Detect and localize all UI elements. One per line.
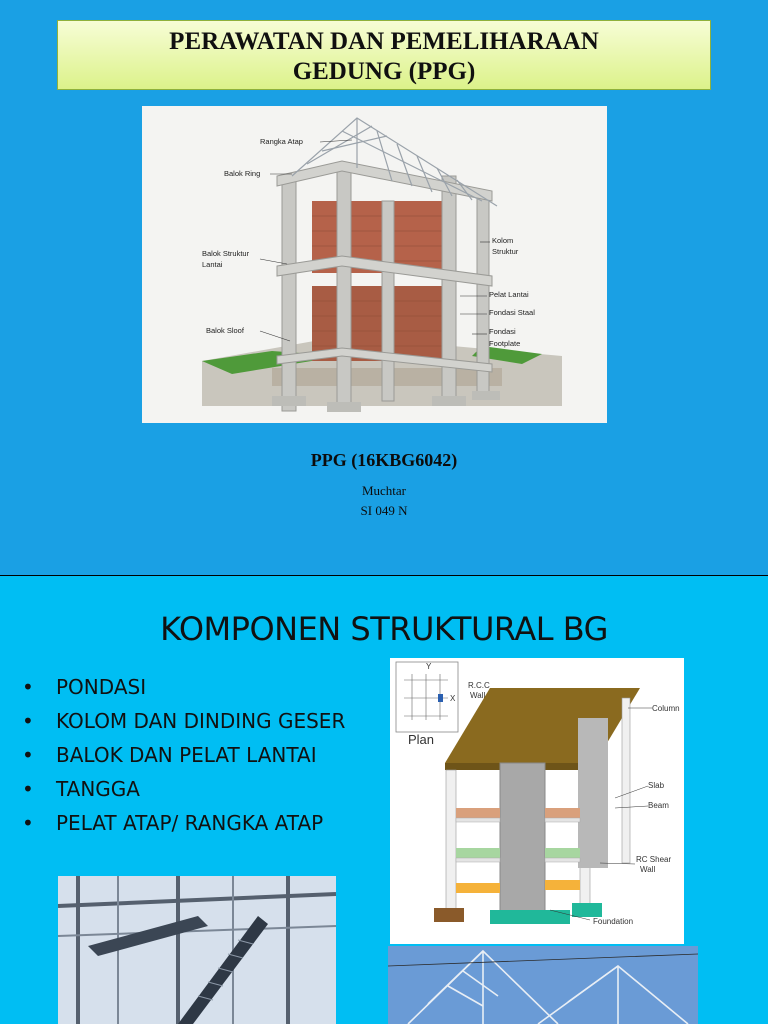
slide-components [0, 576, 768, 1024]
list-item [22, 738, 345, 772]
list-item-text: TANGGA [56, 777, 140, 801]
course-code: PPG (16KBG6042) [310, 450, 458, 470]
label-rcc-2: Wall [470, 691, 486, 700]
steel-stair-photo [58, 876, 336, 1024]
title-line-1: PERAWATAN DAN PEMELIHARAAN [169, 28, 599, 55]
plan-axis-x: X [450, 694, 456, 703]
label-shear-wall-2: Wall [640, 865, 656, 874]
roof-truss-photo [388, 946, 698, 1024]
bullet-icon: • [22, 675, 34, 699]
slide-title-banner [57, 20, 711, 90]
component-list [22, 670, 345, 840]
label-balok-struktur-1: Balok Struktur [202, 249, 250, 258]
label-rcc-1: R.C.C [468, 681, 490, 690]
label-fondasi-staal: Fondasi Staal [489, 308, 535, 317]
title-line-2: GEDUNG (PPG) [292, 58, 476, 85]
list-item-text: PELAT ATAP/ RANGKA ATAP [56, 811, 324, 835]
slide-2-title: KOMPONEN STRUKTURAL BG [160, 610, 608, 648]
list-item [22, 704, 345, 738]
label-foundation: Foundation [593, 917, 634, 926]
list-item [22, 806, 345, 840]
bullet-icon: • [22, 777, 34, 801]
label-fondasi-footplate-1: Fondasi [489, 327, 516, 336]
label-kolom-2: Struktur [492, 247, 519, 256]
author-name: Muchtar [361, 483, 407, 498]
list-item-text: KOLOM DAN DINDING GESER [56, 709, 346, 733]
plan-label: Plan [408, 732, 435, 747]
plan-axis-y: Y [426, 662, 432, 671]
label-kolom-1: Kolom [492, 236, 514, 245]
list-item [22, 772, 345, 806]
label-pelat-lantai: Pelat Lantai [489, 290, 529, 299]
label-shear-wall-1: RC Shear [636, 855, 672, 864]
label-slab: Slab [648, 781, 665, 790]
label-balok-struktur-2: Lantai [202, 260, 223, 269]
list-item-text: PONDASI [56, 675, 147, 699]
label-beam: Beam [648, 801, 669, 810]
list-item-text: BALOK DAN PELAT LANTAI [56, 743, 317, 767]
bullet-icon: • [22, 743, 34, 767]
bullet-icon: • [22, 811, 34, 835]
label-fondasi-footplate-2: Footplate [489, 339, 521, 348]
label-column: Column [652, 704, 680, 713]
bullet-icon: • [22, 709, 34, 733]
label-rangka-atap: Rangka Atap [260, 137, 303, 146]
label-balok-ring: Balok Ring [224, 169, 261, 178]
label-balok-sloof: Balok Sloof [206, 326, 244, 335]
list-item [22, 670, 345, 704]
author-id: SI 049 N [360, 503, 408, 518]
building-structure-diagram [142, 106, 607, 423]
shear-wall-diagram [390, 658, 684, 944]
